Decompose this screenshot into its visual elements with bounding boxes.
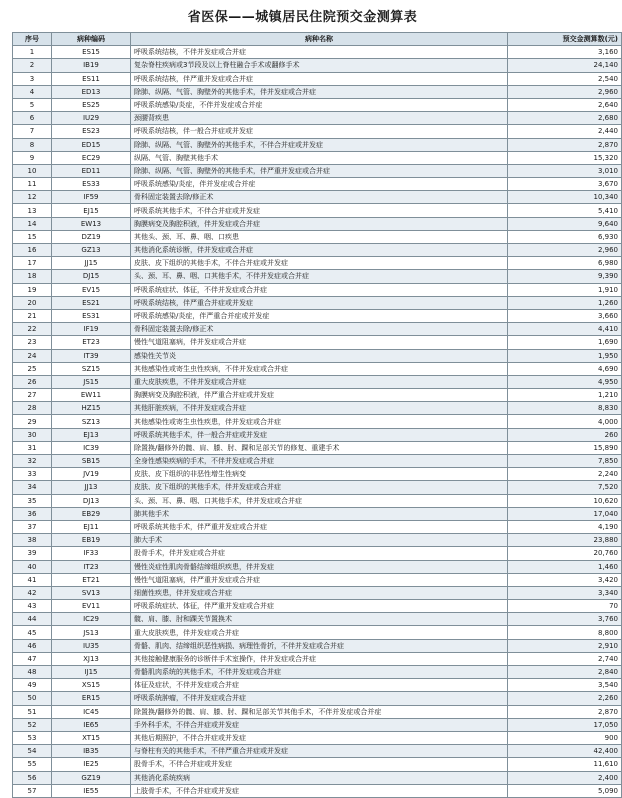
disease-code: IF19 xyxy=(52,323,131,336)
disease-name: 皮肤、皮下组织的非恶性增生性病变 xyxy=(131,468,508,481)
deposit-amount: 5,410 xyxy=(508,204,622,217)
deposit-amount: 3,540 xyxy=(508,679,622,692)
disease-name: 呼吸系统其他手术，伴严重并发症或合并症 xyxy=(131,520,508,533)
disease-code: ES25 xyxy=(52,98,131,111)
disease-name: 细菌性疾患，伴并发症或合并症 xyxy=(131,586,508,599)
deposit-amount: 2,910 xyxy=(508,639,622,652)
disease-code: IB35 xyxy=(52,745,131,758)
table-row xyxy=(13,560,622,573)
table-row xyxy=(13,626,622,639)
disease-code: IC39 xyxy=(52,441,131,454)
disease-name: 除肺、纵隔、气管、胸壁外的其他手术，不伴合并症或并发症 xyxy=(131,138,508,151)
disease-code: ER15 xyxy=(52,692,131,705)
row-no: 17 xyxy=(13,257,52,270)
disease-code: IU35 xyxy=(52,639,131,652)
deposit-amount: 7,850 xyxy=(508,455,622,468)
row-no: 50 xyxy=(13,692,52,705)
disease-name: 呼吸系统其他手术，不伴合并症或并发症 xyxy=(131,204,508,217)
disease-name: 呼吸系统感染/炎症，伴并发症或合并症 xyxy=(131,178,508,191)
deposit-amount: 42,400 xyxy=(508,745,622,758)
disease-code: IC45 xyxy=(52,705,131,718)
table-row xyxy=(13,178,622,191)
disease-code: EJ15 xyxy=(52,204,131,217)
disease-name: 上肢骨手术，不伴合并症或并发症 xyxy=(131,784,508,797)
row-no: 53 xyxy=(13,731,52,744)
disease-name: 骨骼、肌肉、结缔组织恶性病损、病理性骨折，不伴并发症或合并症 xyxy=(131,639,508,652)
disease-name: 纵隔、气管、胸壁其他手术 xyxy=(131,151,508,164)
row-no: 27 xyxy=(13,389,52,402)
deposit-amount: 7,520 xyxy=(508,481,622,494)
disease-name: 手外科手术，不伴合并症或并发症 xyxy=(131,718,508,731)
disease-name: 慢性气道阻塞病，伴严重并发症或合并症 xyxy=(131,573,508,586)
row-no: 28 xyxy=(13,402,52,415)
table-row xyxy=(13,731,622,744)
row-no: 26 xyxy=(13,375,52,388)
row-no: 30 xyxy=(13,428,52,441)
disease-name: 呼吸系统症状、体征，伴严重并发症或合并症 xyxy=(131,600,508,613)
deposit-amount: 2,260 xyxy=(508,692,622,705)
table-row xyxy=(13,402,622,415)
deposit-amount: 20,760 xyxy=(508,547,622,560)
deposit-amount: 3,420 xyxy=(508,573,622,586)
row-no: 7 xyxy=(13,125,52,138)
table-row xyxy=(13,718,622,731)
disease-name: 股骨手术，不伴合并症或并发症 xyxy=(131,758,508,771)
disease-code: SZ15 xyxy=(52,362,131,375)
disease-name: 呼吸系统感染/炎症，伴严重合并症或并发症 xyxy=(131,309,508,322)
deposit-amount: 2,240 xyxy=(508,468,622,481)
deposit-amount: 2,870 xyxy=(508,138,622,151)
row-no: 6 xyxy=(13,112,52,125)
table-row xyxy=(13,270,622,283)
deposit-amount: 1,460 xyxy=(508,560,622,573)
disease-name: 胸膜病变及胸腔积液，伴并发症或合并症 xyxy=(131,217,508,230)
disease-code: IT23 xyxy=(52,560,131,573)
deposit-amount: 3,670 xyxy=(508,178,622,191)
disease-name: 骨科固定装置去除/修正术 xyxy=(131,191,508,204)
disease-code: ES11 xyxy=(52,72,131,85)
deposit-amount: 15,320 xyxy=(508,151,622,164)
deposit-amount: 9,390 xyxy=(508,270,622,283)
deposit-amount: 8,830 xyxy=(508,402,622,415)
deposit-amount: 3,660 xyxy=(508,309,622,322)
disease-code: GZ19 xyxy=(52,771,131,784)
row-no: 38 xyxy=(13,534,52,547)
disease-name: 股骨手术，伴并发症或合并症 xyxy=(131,547,508,560)
deposit-amount: 3,010 xyxy=(508,164,622,177)
disease-code: IF33 xyxy=(52,547,131,560)
disease-code: IT39 xyxy=(52,349,131,362)
disease-name: 慢性气道阻塞病，伴并发症或合并症 xyxy=(131,336,508,349)
header-amount: 预交金测算数(元) xyxy=(508,33,622,46)
row-no: 19 xyxy=(13,283,52,296)
table-row xyxy=(13,771,622,784)
disease-name: 头、颈、耳、鼻、咽、口其他手术，不伴并发症或合并症 xyxy=(131,270,508,283)
deposit-amount: 1,260 xyxy=(508,296,622,309)
deposit-amount: 4,410 xyxy=(508,323,622,336)
disease-name: 皮肤、皮下组织的其他手术，不伴合并症或并发症 xyxy=(131,257,508,270)
table-row xyxy=(13,296,622,309)
row-no: 29 xyxy=(13,415,52,428)
table-row xyxy=(13,138,622,151)
table-row xyxy=(13,362,622,375)
deposit-amount: 2,540 xyxy=(508,72,622,85)
table-row xyxy=(13,230,622,243)
table-row xyxy=(13,46,622,59)
deposit-amount: 4,690 xyxy=(508,362,622,375)
table-row xyxy=(13,415,622,428)
deposit-amount: 6,930 xyxy=(508,230,622,243)
disease-code: ED11 xyxy=(52,164,131,177)
deposit-amount: 2,960 xyxy=(508,85,622,98)
deposit-amount: 2,870 xyxy=(508,705,622,718)
deposit-amount: 2,680 xyxy=(508,112,622,125)
disease-code: IE25 xyxy=(52,758,131,771)
disease-name: 骨骼肌肉系统的其他手术，不伴并发症或合并症 xyxy=(131,666,508,679)
row-no: 37 xyxy=(13,520,52,533)
deposit-amount: 4,000 xyxy=(508,415,622,428)
row-no: 5 xyxy=(13,98,52,111)
disease-name: 慢性炎症性肌肉骨骼结缔组织疾患，伴并发症 xyxy=(131,560,508,573)
deposit-amount: 1,910 xyxy=(508,283,622,296)
table-row xyxy=(13,112,622,125)
row-no: 1 xyxy=(13,46,52,59)
table-row xyxy=(13,323,622,336)
table-row xyxy=(13,375,622,388)
row-no: 10 xyxy=(13,164,52,177)
disease-name: 与脊柱有关的其他手术，不伴严重合并症或并发症 xyxy=(131,745,508,758)
deposit-amount: 2,640 xyxy=(508,98,622,111)
disease-code: EC29 xyxy=(52,151,131,164)
disease-name: 头、颈、耳、鼻、咽、口其他手术，伴并发症或合并症 xyxy=(131,494,508,507)
table-row xyxy=(13,191,622,204)
table-row xyxy=(13,336,622,349)
deposit-amount: 1,950 xyxy=(508,349,622,362)
row-no: 32 xyxy=(13,455,52,468)
disease-code: JJ15 xyxy=(52,257,131,270)
disease-code: SZ13 xyxy=(52,415,131,428)
disease-name: 呼吸系统结核，不伴并发症或合并症 xyxy=(131,46,508,59)
row-no: 18 xyxy=(13,270,52,283)
deposit-amount: 70 xyxy=(508,600,622,613)
deposit-amount: 23,880 xyxy=(508,534,622,547)
table-row xyxy=(13,639,622,652)
row-no: 45 xyxy=(13,626,52,639)
deposit-amount: 2,440 xyxy=(508,125,622,138)
deposit-amount: 2,400 xyxy=(508,771,622,784)
table-row xyxy=(13,441,622,454)
row-no: 56 xyxy=(13,771,52,784)
deposit-amount: 4,190 xyxy=(508,520,622,533)
disease-name: 除置换/翻修外的髋、肩、膝、肘、踝和足部关节其他手术，不伴并发症或合并症 xyxy=(131,705,508,718)
deposit-amount: 10,620 xyxy=(508,494,622,507)
disease-name: 其他接触健康服务的诊断伴手术室操作，伴并发症或合并症 xyxy=(131,652,508,665)
row-no: 57 xyxy=(13,784,52,797)
row-no: 40 xyxy=(13,560,52,573)
disease-code: ED13 xyxy=(52,85,131,98)
row-no: 16 xyxy=(13,244,52,257)
disease-code: DJ15 xyxy=(52,270,131,283)
disease-code: IJ15 xyxy=(52,666,131,679)
row-no: 4 xyxy=(13,85,52,98)
table-row xyxy=(13,547,622,560)
disease-code: XS15 xyxy=(52,679,131,692)
disease-code: ET23 xyxy=(52,336,131,349)
row-no: 20 xyxy=(13,296,52,309)
disease-name: 呼吸系统其他手术，伴一般合并症或并发症 xyxy=(131,428,508,441)
disease-code: EJ13 xyxy=(52,428,131,441)
disease-name: 胸膜病变及胸腔积液，伴严重合并症或并发症 xyxy=(131,389,508,402)
table-row xyxy=(13,468,622,481)
row-no: 34 xyxy=(13,481,52,494)
disease-name: 肺大手术 xyxy=(131,534,508,547)
row-no: 3 xyxy=(13,72,52,85)
disease-name: 除肺、纵隔、气管、胸壁外的其他手术，伴严重并发症或合并症 xyxy=(131,164,508,177)
table-row xyxy=(13,85,622,98)
disease-name: 其他感染性或寄生虫性疾病，不伴并发症或合并症 xyxy=(131,362,508,375)
disease-code: DJ13 xyxy=(52,494,131,507)
table-row xyxy=(13,151,622,164)
row-no: 54 xyxy=(13,745,52,758)
disease-code: IE65 xyxy=(52,718,131,731)
row-no: 24 xyxy=(13,349,52,362)
table-row xyxy=(13,481,622,494)
disease-code: JJ13 xyxy=(52,481,131,494)
disease-name: 重大皮肤疾患，伴并发症或合并症 xyxy=(131,626,508,639)
row-no: 36 xyxy=(13,507,52,520)
header-no: 序号 xyxy=(13,33,52,46)
table-row xyxy=(13,586,622,599)
disease-code: IE55 xyxy=(52,784,131,797)
disease-code: ES33 xyxy=(52,178,131,191)
disease-code: IC29 xyxy=(52,613,131,626)
table-row xyxy=(13,59,622,72)
row-no: 8 xyxy=(13,138,52,151)
disease-name: 其他后期照护，不伴合并症或并发症 xyxy=(131,731,508,744)
header-name: 病种名称 xyxy=(131,33,508,46)
row-no: 31 xyxy=(13,441,52,454)
deposit-amount: 2,740 xyxy=(508,652,622,665)
deposit-amount: 3,760 xyxy=(508,613,622,626)
row-no: 41 xyxy=(13,573,52,586)
row-no: 12 xyxy=(13,191,52,204)
deposit-amount: 11,610 xyxy=(508,758,622,771)
disease-code: JV19 xyxy=(52,468,131,481)
deposit-amount: 17,040 xyxy=(508,507,622,520)
row-no: 15 xyxy=(13,230,52,243)
disease-name: 呼吸系统结核，伴一般合并症或并发症 xyxy=(131,125,508,138)
header-code: 病种编码 xyxy=(52,33,131,46)
disease-code: EJ11 xyxy=(52,520,131,533)
disease-code: DZ19 xyxy=(52,230,131,243)
disease-code: XT15 xyxy=(52,731,131,744)
disease-name: 肺其他手术 xyxy=(131,507,508,520)
row-no: 39 xyxy=(13,547,52,560)
deposit-amount: 15,890 xyxy=(508,441,622,454)
deposit-amount: 17,050 xyxy=(508,718,622,731)
row-no: 48 xyxy=(13,666,52,679)
row-no: 55 xyxy=(13,758,52,771)
table-row xyxy=(13,455,622,468)
table-row xyxy=(13,244,622,257)
estimate-table xyxy=(12,32,622,798)
disease-name: 其他感染性或寄生虫性疾患，伴并发症或合并症 xyxy=(131,415,508,428)
disease-code: IF59 xyxy=(52,191,131,204)
disease-code: EV15 xyxy=(52,283,131,296)
table-row xyxy=(13,666,622,679)
disease-name: 颈腰背疾患 xyxy=(131,112,508,125)
disease-name: 呼吸系统结核，伴严重合并症或并发症 xyxy=(131,296,508,309)
disease-name: 重大皮肤疾患，不伴并发症或合并症 xyxy=(131,375,508,388)
disease-code: EV11 xyxy=(52,600,131,613)
disease-code: ES23 xyxy=(52,125,131,138)
row-no: 9 xyxy=(13,151,52,164)
table-row xyxy=(13,705,622,718)
row-no: 25 xyxy=(13,362,52,375)
deposit-amount: 4,950 xyxy=(508,375,622,388)
deposit-amount: 8,800 xyxy=(508,626,622,639)
table-row xyxy=(13,534,622,547)
table-row xyxy=(13,257,622,270)
disease-name: 除置换/翻修外的髋、肩、膝、肘、踝和足部关节的修复、重建手术 xyxy=(131,441,508,454)
row-no: 43 xyxy=(13,600,52,613)
table-row xyxy=(13,217,622,230)
row-no: 2 xyxy=(13,59,52,72)
disease-name: 皮肤、皮下组织的其他手术，伴并发症或合并症 xyxy=(131,481,508,494)
table-row xyxy=(13,758,622,771)
disease-code: XJ13 xyxy=(52,652,131,665)
table-row xyxy=(13,125,622,138)
disease-name: 全身性感染疾病的手术，不伴并发症或合并症 xyxy=(131,455,508,468)
deposit-amount: 24,140 xyxy=(508,59,622,72)
disease-code: GZ13 xyxy=(52,244,131,257)
disease-code: ES15 xyxy=(52,46,131,59)
table-row xyxy=(13,745,622,758)
deposit-amount: 6,980 xyxy=(508,257,622,270)
disease-name: 髋、肩、膝、肘和踝关节置换术 xyxy=(131,613,508,626)
row-no: 52 xyxy=(13,718,52,731)
disease-name: 呼吸系统肿瘤，不伴并发症或合并症 xyxy=(131,692,508,705)
row-no: 35 xyxy=(13,494,52,507)
row-no: 23 xyxy=(13,336,52,349)
table-row xyxy=(13,283,622,296)
disease-code: JS15 xyxy=(52,375,131,388)
table-row xyxy=(13,507,622,520)
deposit-amount: 3,160 xyxy=(508,46,622,59)
disease-code: ES21 xyxy=(52,296,131,309)
row-no: 42 xyxy=(13,586,52,599)
deposit-amount: 2,840 xyxy=(508,666,622,679)
table-row xyxy=(13,652,622,665)
row-no: 47 xyxy=(13,652,52,665)
disease-code: EW11 xyxy=(52,389,131,402)
disease-code: ES31 xyxy=(52,309,131,322)
table-row xyxy=(13,164,622,177)
disease-code: EB19 xyxy=(52,534,131,547)
table-row xyxy=(13,428,622,441)
disease-code: SV13 xyxy=(52,586,131,599)
row-no: 21 xyxy=(13,309,52,322)
row-no: 11 xyxy=(13,178,52,191)
disease-code: SB15 xyxy=(52,455,131,468)
table-row xyxy=(13,679,622,692)
table-row xyxy=(13,692,622,705)
table-row xyxy=(13,494,622,507)
deposit-amount: 9,640 xyxy=(508,217,622,230)
deposit-amount: 260 xyxy=(508,428,622,441)
deposit-amount: 2,960 xyxy=(508,244,622,257)
table-row xyxy=(13,600,622,613)
table-row xyxy=(13,98,622,111)
table-title: 省医保——城镇居民住院预交金测算表 xyxy=(187,10,418,25)
deposit-amount: 5,090 xyxy=(508,784,622,797)
disease-name: 其他消化系统诊断，伴并发症或合并症 xyxy=(131,244,508,257)
row-no: 22 xyxy=(13,323,52,336)
row-no: 13 xyxy=(13,204,52,217)
disease-code: ED15 xyxy=(52,138,131,151)
deposit-amount: 1,210 xyxy=(508,389,622,402)
table-row xyxy=(13,573,622,586)
disease-code: EB29 xyxy=(52,507,131,520)
table-body xyxy=(13,46,622,798)
disease-name: 呼吸系统结核，伴严重并发症或合并症 xyxy=(131,72,508,85)
header-row xyxy=(13,33,622,46)
row-no: 51 xyxy=(13,705,52,718)
table-row xyxy=(13,613,622,626)
disease-name: 复杂脊柱疾病或3节段及以上脊柱融合手术或翻修手术 xyxy=(131,59,508,72)
deposit-amount: 1,690 xyxy=(508,336,622,349)
disease-code: IB19 xyxy=(52,59,131,72)
table-row xyxy=(13,309,622,322)
disease-name: 呼吸系统感染/炎症，不伴并发症或合并症 xyxy=(131,98,508,111)
row-no: 33 xyxy=(13,468,52,481)
row-no: 44 xyxy=(13,613,52,626)
deposit-amount: 3,340 xyxy=(508,586,622,599)
row-no: 14 xyxy=(13,217,52,230)
table-row xyxy=(13,204,622,217)
table-row xyxy=(13,389,622,402)
table-row xyxy=(13,349,622,362)
disease-code: IU29 xyxy=(52,112,131,125)
disease-name: 其他肝脏疾病，不伴并发症或合并症 xyxy=(131,402,508,415)
disease-name: 其他消化系统疾病 xyxy=(131,771,508,784)
table-row xyxy=(13,784,622,797)
deposit-amount: 900 xyxy=(508,731,622,744)
disease-name: 骨科固定装置去除/修正术 xyxy=(131,323,508,336)
table-row xyxy=(13,72,622,85)
deposit-amount: 10,340 xyxy=(508,191,622,204)
disease-code: JS13 xyxy=(52,626,131,639)
disease-name: 呼吸系统症状、体征，不伴并发症或合并症 xyxy=(131,283,508,296)
disease-code: HZ15 xyxy=(52,402,131,415)
table-row xyxy=(13,520,622,533)
disease-name: 感染性关节炎 xyxy=(131,349,508,362)
disease-name: 其他头、颈、耳、鼻、咽、口疾患 xyxy=(131,230,508,243)
disease-code: ET21 xyxy=(52,573,131,586)
disease-code: EW13 xyxy=(52,217,131,230)
disease-name: 除肺、纵隔、气管、胸壁外的其他手术，伴并发症或合并症 xyxy=(131,85,508,98)
row-no: 49 xyxy=(13,679,52,692)
row-no: 46 xyxy=(13,639,52,652)
disease-name: 体征及症状，不伴并发症或合并症 xyxy=(131,679,508,692)
